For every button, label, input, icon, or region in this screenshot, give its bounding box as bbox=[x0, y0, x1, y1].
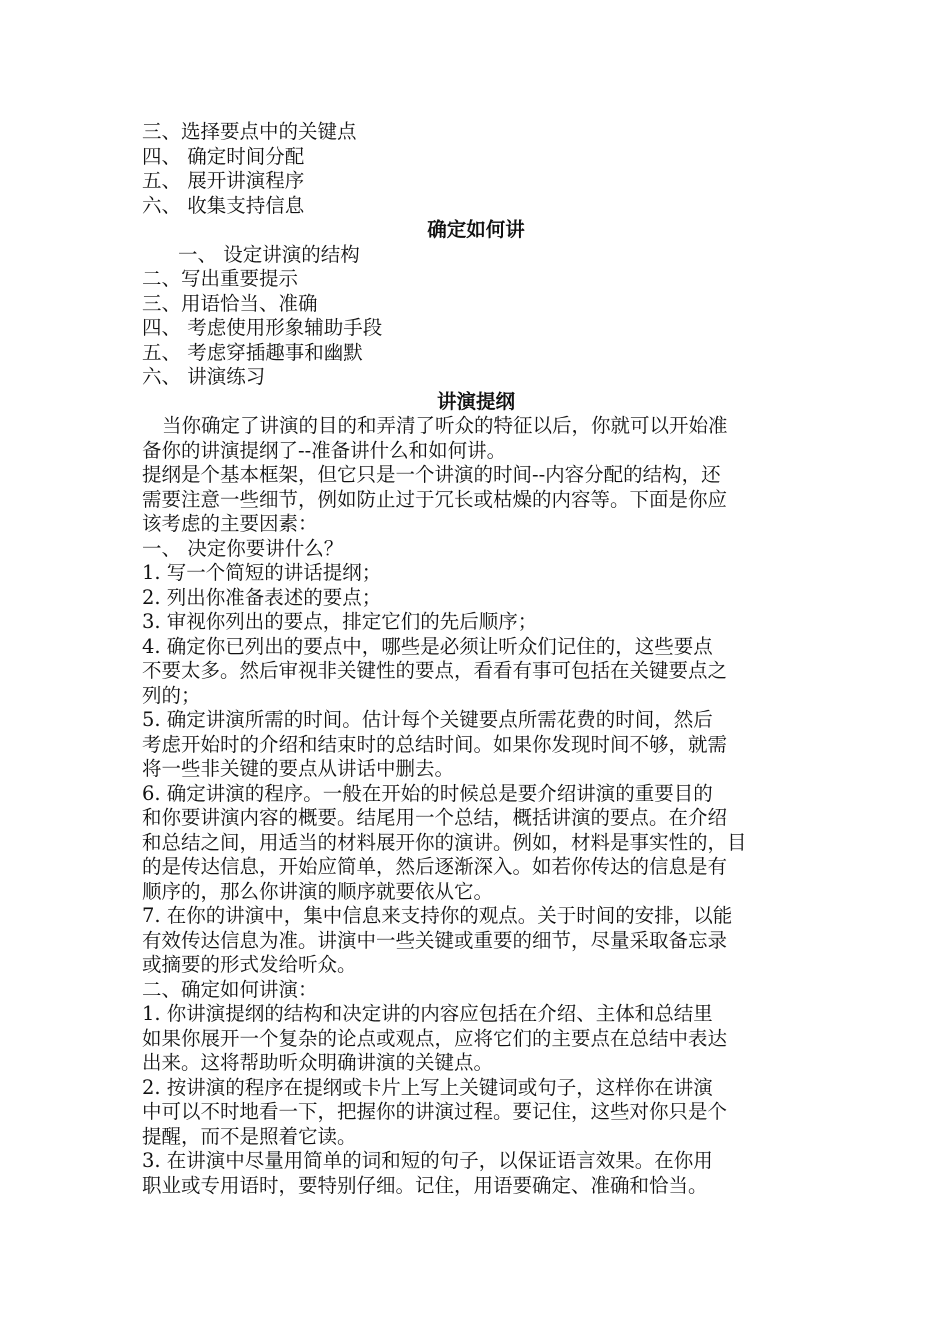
paragraph-line: 职业或专用语时，要特别仔细。记住，用语要确定、准确和恰当。 bbox=[142, 1173, 708, 1197]
paragraph-line: 1. 写一个简短的讲话提纲； bbox=[142, 561, 382, 584]
list-item: 四、 考虑使用形象辅助手段 bbox=[142, 316, 383, 339]
paragraph-line: 中可以不时地看一下，把握你的讲演过程。要记住，这些对你只是个 bbox=[142, 1100, 728, 1123]
paragraph-line: 备你的讲演提纲了--准备讲什么和如何讲。 bbox=[142, 438, 507, 462]
paragraph-line: 出来。这将帮助听众明确讲演的关键点。 bbox=[142, 1051, 494, 1074]
paragraph-line: 1. 你讲演提纲的结构和决定讲的内容应包括在介绍、主体和总结里 bbox=[142, 1002, 713, 1025]
paragraph-line: 该考虑的主要因素： bbox=[142, 512, 318, 535]
paragraph-line: 如果你展开一个复杂的论点或观点，应将它们的主要点在总结中表达 bbox=[142, 1026, 728, 1050]
list-item: 五、 考虑穿插趣事和幽默 bbox=[142, 340, 363, 364]
list-item: 一、 设定讲演的结构 bbox=[178, 242, 360, 266]
paragraph-line: 2. 列出你准备表述的要点； bbox=[142, 585, 382, 609]
paragraph-line: 5. 确定讲演所需的时间。估计每个关键要点所需花费的时间，然后 bbox=[142, 708, 713, 731]
paragraph-line: 和你要讲演内容的概要。结尾用一个总结，概括讲演的要点。在介绍 bbox=[142, 806, 728, 829]
paragraph-line: 将一些非关键的要点从讲话中删去。 bbox=[142, 757, 455, 780]
section-c-body bbox=[142, 414, 810, 1198]
paragraph-line: 3. 在讲演中尽量用简单的词和短的句子，以保证语言效果。在你用 bbox=[142, 1149, 713, 1172]
paragraph-line: 7. 在你的讲演中，集中信息来支持你的观点。关于时间的安排，以能 bbox=[142, 904, 733, 927]
list-item: 六、 收集支持信息 bbox=[142, 193, 305, 217]
paragraph-line: 6. 确定讲演的程序。一般在开始的时候总是要介绍讲演的重要目的 bbox=[142, 781, 713, 805]
list-item: 三、选择要点中的关键点 bbox=[142, 120, 357, 143]
paragraph-line: 一、 决定你要讲什么？ bbox=[142, 536, 344, 560]
paragraph-line: 需要注意一些细节，例如防止过于冗长或枯燥的内容等。下面是你应 bbox=[142, 487, 728, 511]
paragraph-line: 4. 确定你已列出的要点中，哪些是必须让听众们记住的，这些要点 bbox=[142, 634, 713, 658]
paragraph-line: 提纲是个基本框架，但它只是一个讲演的时间--内容分配的结构，还 bbox=[142, 463, 721, 486]
paragraph-line: 的是传达信息，开始应简单，然后逐渐深入。如若你传达的信息是有 bbox=[142, 855, 728, 878]
paragraph-line: 提醒，而不是照着它读。 bbox=[142, 1124, 357, 1148]
paragraph-line: 有效传达信息为准。讲演中一些关键或重要的细节，尽量采取备忘录 bbox=[142, 928, 728, 952]
section-heading-how-to-speak: 确定如何讲 bbox=[427, 218, 525, 241]
paragraph-line: 二、确定如何讲演： bbox=[142, 977, 318, 1001]
paragraph-line: 列的； bbox=[142, 683, 201, 707]
section-a-list bbox=[142, 120, 810, 218]
paragraph-line: 顺序的，那么你讲演的顺序就要依从它。 bbox=[142, 879, 494, 903]
section-b-list bbox=[142, 243, 810, 390]
paragraph-line: 2. 按讲演的程序在提纲或卡片上写上关键词或句子，这样你在讲演 bbox=[142, 1075, 713, 1099]
list-item: 六、 讲演练习 bbox=[142, 365, 266, 388]
document-page bbox=[142, 120, 810, 1198]
section-heading-outline: 讲演提纲 bbox=[436, 389, 515, 413]
list-item: 五、 展开讲演程序 bbox=[142, 169, 305, 192]
paragraph-line: 和总结之间，用适当的材料展开你的演讲。例如，材料是事实性的，目 bbox=[142, 830, 747, 854]
paragraph-line: 3. 审视你列出的要点，排定它们的先后顺序； bbox=[142, 610, 538, 633]
paragraph-line: 不要太多。然后审视非关键性的要点，看看有事可包括在关键要点之 bbox=[142, 659, 728, 682]
list-item: 四、 确定时间分配 bbox=[142, 144, 305, 168]
paragraph-line: 当你确定了讲演的目的和弄清了听众的特征以后，你就可以开始准 bbox=[162, 414, 728, 437]
list-item: 二、写出重要提示 bbox=[142, 267, 299, 290]
paragraph-line: 或摘要的形式发给听众。 bbox=[142, 953, 357, 976]
list-item: 三、用语恰当、准确 bbox=[142, 291, 318, 315]
paragraph-line: 考虑开始时的介绍和结束时的总结时间。如果你发现时间不够，就需 bbox=[142, 732, 728, 756]
